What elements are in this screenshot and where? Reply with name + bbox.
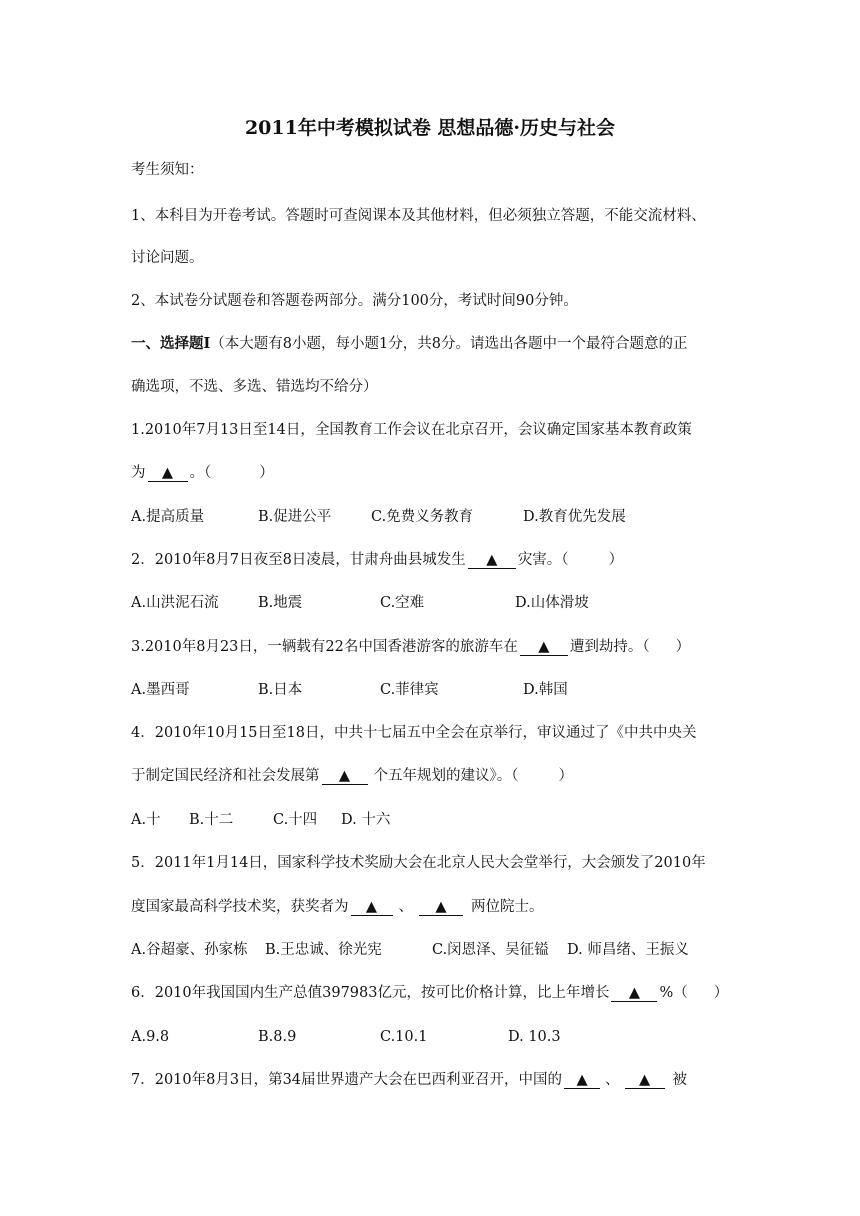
option-a: A.十 [131, 812, 161, 828]
option-d: D.韩国 [523, 682, 568, 698]
question-3: 3.2010年8月23日，一辆载有22名中国香港游客的旅游车在 ▲ 遭到劫持。（ ） [131, 639, 691, 655]
answer-blank: ▲ [148, 465, 188, 482]
option-b: B.地震 [258, 595, 303, 611]
answer-blank: ▲ [468, 552, 516, 569]
answer-blank: ▲ [564, 1072, 600, 1089]
answer-blank: ▲ [611, 985, 657, 1002]
section-1-desc-line-2: 确选项，不选、多选、错选均不给分） [131, 379, 378, 395]
question-1-line-2: 为 ▲ 。（ ） [131, 465, 274, 481]
question-6: 6．2010年我国国内生产总值397983亿元，按可比价格计算，比上年增长 ▲ %（ ） [131, 985, 729, 1001]
answer-blank: ▲ [322, 768, 368, 785]
option-a: A.提高质量 [131, 509, 205, 525]
notice-heading: 考生须知： [131, 162, 204, 178]
question-2: 2．2010年8月7日夜至8日凌晨，甘肃舟曲县城发生 ▲ 灾害。（ ） [131, 552, 624, 568]
option-b: B.8.9 [258, 1029, 297, 1045]
option-a: A.墨西哥 [131, 682, 190, 698]
answer-blank: ▲ [520, 639, 568, 656]
answer-blank: ▲ [351, 899, 393, 916]
question-4-line-2: 于制定国民经济和社会发展第 ▲ 个五年规划的建议》。（ ） [131, 768, 573, 784]
page-title: 2011年中考模拟试卷 思想品德·历史与社会 [244, 117, 616, 139]
option-c: C.10.1 [380, 1029, 428, 1045]
answer-blank: ▲ [625, 1072, 665, 1089]
question-1-line-1: 1.2010年7月13日至14日，全国教育工作会议在北京召开，会议确定国家基本教育政策 [131, 422, 692, 438]
option-d: D.教育优先发展 [523, 509, 626, 525]
notice-item-1-line-1: 1、本科目为开卷考试。答题时可查阅课本及其他材料，但必须独立答题，不能交流材料、 [131, 208, 706, 224]
option-d: D. 十六 [341, 812, 391, 828]
option-c: C.十四 [273, 812, 318, 828]
question-4-line-1: 4．2010年10月15日至18日，中共十七届五中全会在京举行，审议通过了《中共中央关 [131, 725, 697, 741]
section-1-intro [131, 334, 736, 354]
option-a: A.谷超豪、孙家栋 [131, 942, 248, 958]
question-5-line-1: 5．2011年1月14日，国家科学技术奖励大会在北京人民大会堂举行，大会颁发了2010年 [131, 855, 706, 871]
option-c: C.闵恩泽、吴征镒 [432, 942, 549, 958]
option-b: B.王忠诚、徐光宪 [265, 942, 382, 958]
option-c: C.免费义务教育 [371, 509, 474, 525]
answer-blank: ▲ [419, 899, 463, 916]
option-b: B.十二 [189, 812, 234, 828]
option-a: A.山洪泥石流 [131, 595, 219, 611]
option-a: A.9.8 [131, 1029, 170, 1045]
section-1-desc-line-1: （本大题有8小题，每小题1分，共8分。请选出各题中一个最符合题意的正 [210, 336, 688, 352]
option-b: B.日本 [258, 682, 303, 698]
question-7: 7．2010年8月3日，第34届世界遗产大会在巴西利亚召开，中国的 ▲ 、 ▲ 被 [131, 1072, 688, 1088]
option-b: B.促进公平 [258, 509, 332, 525]
answer-paren-close: ） [675, 639, 691, 655]
notice-item-2: 2、本试卷分试题卷和答题卷两部分。满分100分，考试时间90分钟。 [131, 293, 578, 309]
notice-item-1-line-2: 讨论问题。 [131, 250, 204, 266]
question-5-line-2: 度国家最高科学技术奖，获奖者为 ▲ 、 ▲ 两位院士。 [131, 899, 544, 915]
option-d: D. 10.3 [508, 1029, 561, 1045]
option-d: D. 师昌绪、王振义 [567, 942, 689, 958]
option-c: C.菲律宾 [380, 682, 439, 698]
section-1-heading: 一、选择题Ⅰ [131, 335, 211, 352]
answer-paren-close: ） [713, 985, 729, 1001]
option-d: D.山体滑坡 [515, 595, 589, 611]
answer-paren-close: ） [558, 768, 573, 784]
answer-paren-close: ） [259, 465, 274, 481]
option-c: C.空难 [380, 595, 425, 611]
answer-paren-close: ） [608, 552, 624, 568]
